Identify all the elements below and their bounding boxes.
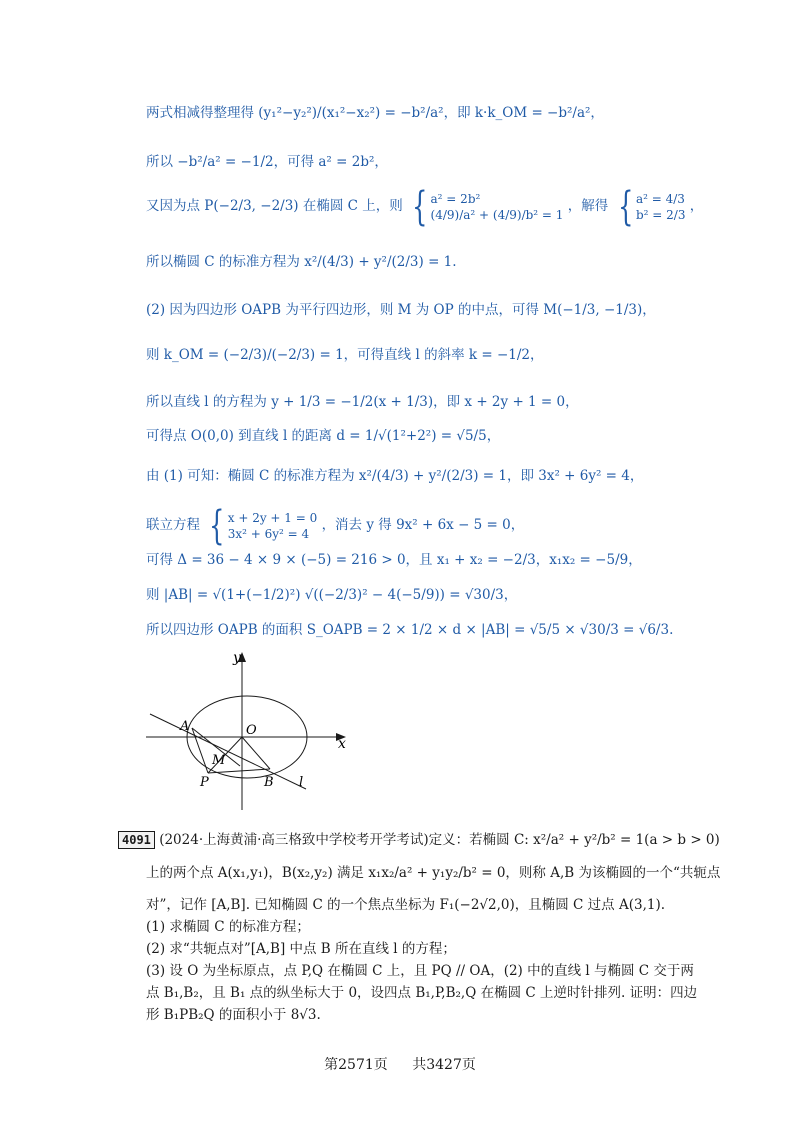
problem-source-and-definition: (2024·上海黄浦·高三格致中学校考开学考试)定义：若椭圆 C: x²/a² + y²/b² = 1(a > b > 0) [159,832,720,848]
solution-line-7: 所以直线 l 的方程为 y + 1/3 = −1/2(x + 1/3)，即 x + 2y + 1 = 0， [146,394,579,410]
label-y: y [233,650,241,666]
problem-line-1 [118,830,720,850]
segment-OB [242,737,270,769]
solution-line-9: 由 (1) 可知：椭圆 C 的标准方程为 x²/(4/3) + y²/(2/3) = 1，即 3x² + 6y² = 4， [146,468,644,484]
brace: { [209,502,225,549]
problem-line-7: 点 B₁,B₂，且 B₁ 点的纵坐标大于 0，设四点 B₁,P,B₂,Q 在椭圆 C 上逆时针排列. 证明：四边 [146,985,698,1001]
solution-line-4: 所以椭圆 C 的标准方程为 x²/(4/3) + y²/(2/3) = 1. [146,254,457,270]
problem-number: 4091 [118,831,155,849]
solution-line-12: 则 |AB| = √(1+(−1/2)²) √((−2/3)² − 4(−5/9)) = √30/3， [146,587,518,603]
system-row: b² = 2/3 [635,207,686,222]
solution-line-10 [146,502,525,549]
problem-line-2: 上的两个点 A(x₁,y₁)，B(x₂,y₂) 满足 x₁x₂/a² + y₁y₂/b² = 0，则称 A,B 为该椭圆的一个“共轭点 [146,865,721,881]
page-total: 共3427页 [412,1057,476,1073]
problem-line-8: 形 B₁PB₂Q 的面积小于 8√3. [146,1007,321,1023]
system-row: a² = 4/3 [635,191,685,206]
page-number: 第2571页 [324,1057,388,1073]
problem-line-4: (1) 求椭圆 C 的标准方程； [146,919,310,935]
equation-system-3 [204,502,318,549]
solution-line-10-post: ，消去 y 得 9x² + 6x − 5 = 0， [321,517,525,533]
brace: { [412,183,428,230]
label-A: A [180,719,190,734]
solution-line-3-mid: ，解得 [567,198,609,214]
solution-line-11: 可得 Δ = 36 − 4 × 9 × (−5) = 216 > 0，且 x₁ + x₂ = −2/3，x₁x₂ = −5/9， [146,552,642,568]
label-B: B [264,775,274,790]
problem-line-6: (3) 设 O 为坐标原点，点 P,Q 在椭圆 C 上，且 PQ // OA，(2) 中的直线 l 与椭圆 C 交于两 [146,963,694,979]
equation-system-1 [407,183,564,230]
ellipse-figure [146,648,366,813]
solution-line-2: 所以 −b²/a² = −1/2，可得 a² = 2b²， [146,154,388,170]
solution-line-3 [146,183,704,230]
solution-line-13: 所以四边形 OAPB 的面积 S_OAPB = 2 × 1/2 × d × |AB| = √5/5 × √30/3 = √6/3. [146,622,674,638]
solution-line-1: 两式相减得整理得 (y₁²−y₂²)/(x₁²−x₂²) = −b²/a²，即 k·k_OM = −b²/a²， [146,105,604,121]
solution-line-10-text: 联立方程 [146,517,200,533]
system-row: 3x² + 6y² = 4 [227,526,310,541]
label-O: O [246,723,257,738]
segment-PB [208,769,270,773]
problem-line-3: 对”，记作 [A,B]. 已知椭圆 C 的一个焦点坐标为 F₁(−2√2,0)，且椭圆 C 过点 A(3,1). [146,897,666,913]
solution-line-3-text: 又因为点 P(−2/3, −2/3) 在椭圆 C 上，则 [146,198,403,214]
equation-system-2 [613,183,686,230]
problem-line-5: (2) 求“共轭点对”[A,B] 中点 B 所在直线 l 的方程； [146,941,456,957]
page-footer [0,1054,800,1074]
system-row: a² = 2b² [430,191,481,206]
system-row: (4/9)/a² + (4/9)/b² = 1 [430,207,564,222]
label-M: M [212,753,226,768]
label-x: x [338,736,346,752]
solution-line-6: 则 k_OM = (−2/3)/(−2/3) = 1，可得直线 l 的斜率 k = −1/2， [146,347,544,363]
system-row: x + 2y + 1 = 0 [227,510,318,525]
solution-line-3-post: ， [689,198,704,214]
solution-line-5: (2) 因为四边形 OAPB 为平行四边形，则 M 为 OP 的中点，可得 M(−1/3, −1/3)， [146,302,656,318]
brace: { [617,183,633,230]
label-P: P [200,775,209,790]
label-l: l [299,775,304,790]
solution-line-8: 可得点 O(0,0) 到直线 l 的距离 d = 1/√(1²+2²) = √5/5， [146,428,501,444]
